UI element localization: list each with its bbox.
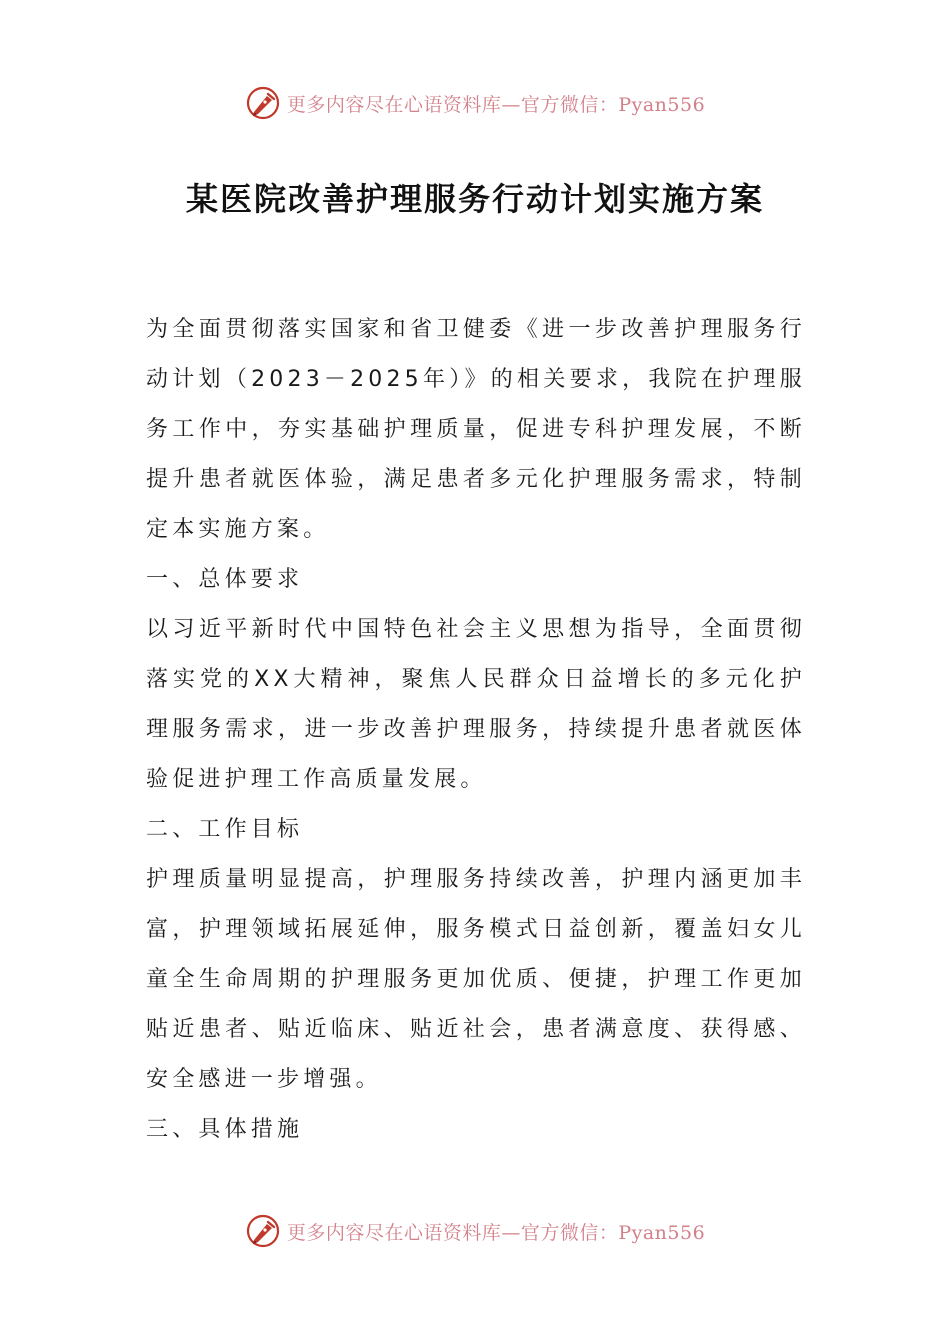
section-heading-specific-measures: 三、具体措施: [146, 1117, 304, 1142]
section-heading-overall-requirements: 一、总体要求: [146, 567, 304, 592]
paragraph-overall-requirements: 以习近平新时代中国特色社会主义思想为指导，全面贯彻落实党的XX大精神，聚焦人民群众日益增长的多元化护理服务需求，进一步改善护理服务，持续提升患者就医体验促进护理工作高质量发展。: [146, 617, 806, 792]
footer-banner: [0, 1211, 950, 1251]
document-body: [146, 305, 806, 1155]
paragraph-work-goals: 护理质量明显提高，护理服务持续改善，护理内涵更加丰富，护理领域拓展延伸，服务模式日益创新，覆盖妇女儿童全生命周期的护理服务更加优质、便捷，护理工作更加贴近患者、贴近临床、贴近社会，患者满意度、获得感、安全感进一步增强。: [146, 867, 806, 1092]
banner-text: 更多内容尽在心语资料库—官方微信：Pyan556: [286, 93, 706, 116]
banner-text: 更多内容尽在心语资料库—官方微信：Pyan556: [286, 1221, 706, 1244]
pen-nib-logo-icon: [245, 1213, 281, 1249]
page-title: 某医院改善护理服务行动计划实施方案: [185, 180, 764, 218]
paragraph-intro: 为全面贯彻落实国家和省卫健委《进一步改善护理服务行动计划（2023－2025年）》的相关要求，我院在护理服务工作中，夯实基础护理质量，促进专科护理发展，不断提升患者就医体验，满足患者多元化护理服务需求，特制定本实施方案。: [146, 317, 806, 542]
pen-nib-logo-icon: [245, 85, 281, 121]
section-heading-work-goals: 二、工作目标: [146, 817, 304, 842]
header-banner: [0, 83, 950, 123]
